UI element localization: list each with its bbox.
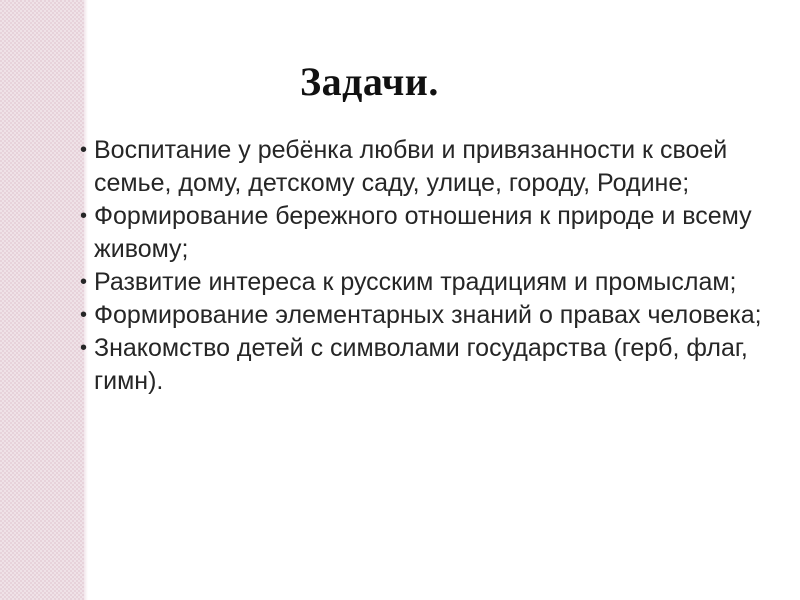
task-list (80, 134, 780, 398)
list-item (80, 332, 780, 398)
bullet-icon: • (80, 271, 88, 293)
list-item (80, 200, 780, 266)
bullet-icon: • (80, 337, 88, 359)
list-item (80, 266, 780, 299)
bullet-icon: • (80, 304, 88, 326)
bullet-icon: • (80, 139, 88, 161)
bullet-icon: • (80, 205, 88, 227)
slide-title: Задачи. (300, 59, 439, 104)
list-item (80, 134, 780, 200)
decorative-side-band (0, 0, 84, 600)
list-item (80, 299, 780, 332)
list-item-text: Развитие интереса к русским традициям и промыслам; (94, 268, 737, 296)
list-item-text: Формирование бережного отношения к природе и всему живому; (94, 202, 752, 263)
list-item-text: Воспитание у ребёнка любви и привязанности к своей семье, дому, детскому саду, улице, городу, Родине; (94, 136, 728, 197)
list-item-text: Формирование элементарных знаний о правах человека; (94, 301, 762, 329)
list-item-text: Знакомство детей с символами государства (герб, флаг, гимн). (94, 334, 748, 395)
